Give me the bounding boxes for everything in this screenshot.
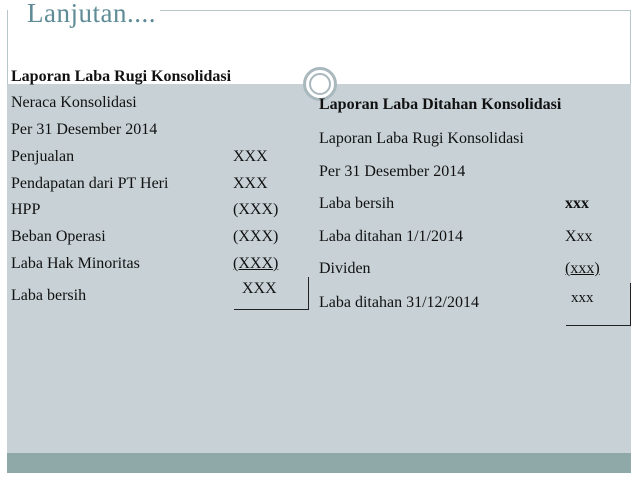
left-row-label: Laba bersih (11, 287, 87, 304)
right-row-value: Xxx (565, 228, 593, 245)
left-row-label: HPP (11, 201, 41, 218)
right-total-value: xxx (571, 290, 594, 306)
right-total-underline (566, 325, 631, 326)
left-row-value: (XXX) (233, 201, 279, 218)
right-total-box-right (630, 283, 631, 326)
left-subheading: Neraca Konsolidasi (11, 94, 137, 111)
frame-top-line (160, 10, 631, 11)
left-row-label: Penjualan (11, 148, 75, 165)
left-total-value: XXX (242, 280, 277, 297)
left-row-label: Pendapatan dari PT Heri (11, 175, 169, 192)
left-total-box-right (308, 277, 309, 310)
right-period: Per 31 Desember 2014 (319, 163, 466, 180)
left-row-value: (XXX) (233, 255, 279, 272)
left-row-value: (XXX) (233, 228, 279, 245)
left-row-label: Beban Operasi (11, 228, 106, 245)
right-row-label: Laba bersih (319, 195, 395, 212)
right-heading: Laporan Laba Ditahan Konsolidasi (319, 96, 562, 113)
left-heading: Laporan Laba Rugi Konsolidasi (11, 68, 232, 85)
right-row-value: (xxx) (565, 260, 600, 277)
left-row-value: XXX (233, 175, 268, 192)
slide-title: Lanjutan.... (27, 0, 156, 28)
right-row-label: Laba ditahan 31/12/2014 (319, 294, 479, 311)
left-row-value: XXX (233, 148, 268, 165)
right-row-label: Laba ditahan 1/1/2014 (319, 228, 463, 245)
footer-band (7, 453, 631, 473)
right-row-value: xxx (565, 195, 589, 212)
left-total-underline (234, 309, 309, 310)
decorative-ring-inner (309, 73, 331, 95)
right-row-label: Dividen (319, 260, 371, 277)
left-row-label: Laba Hak Minoritas (11, 255, 140, 272)
right-subheading: Laporan Laba Rugi Konsolidasi (319, 130, 524, 147)
left-period: Per 31 Desember 2014 (11, 121, 158, 138)
